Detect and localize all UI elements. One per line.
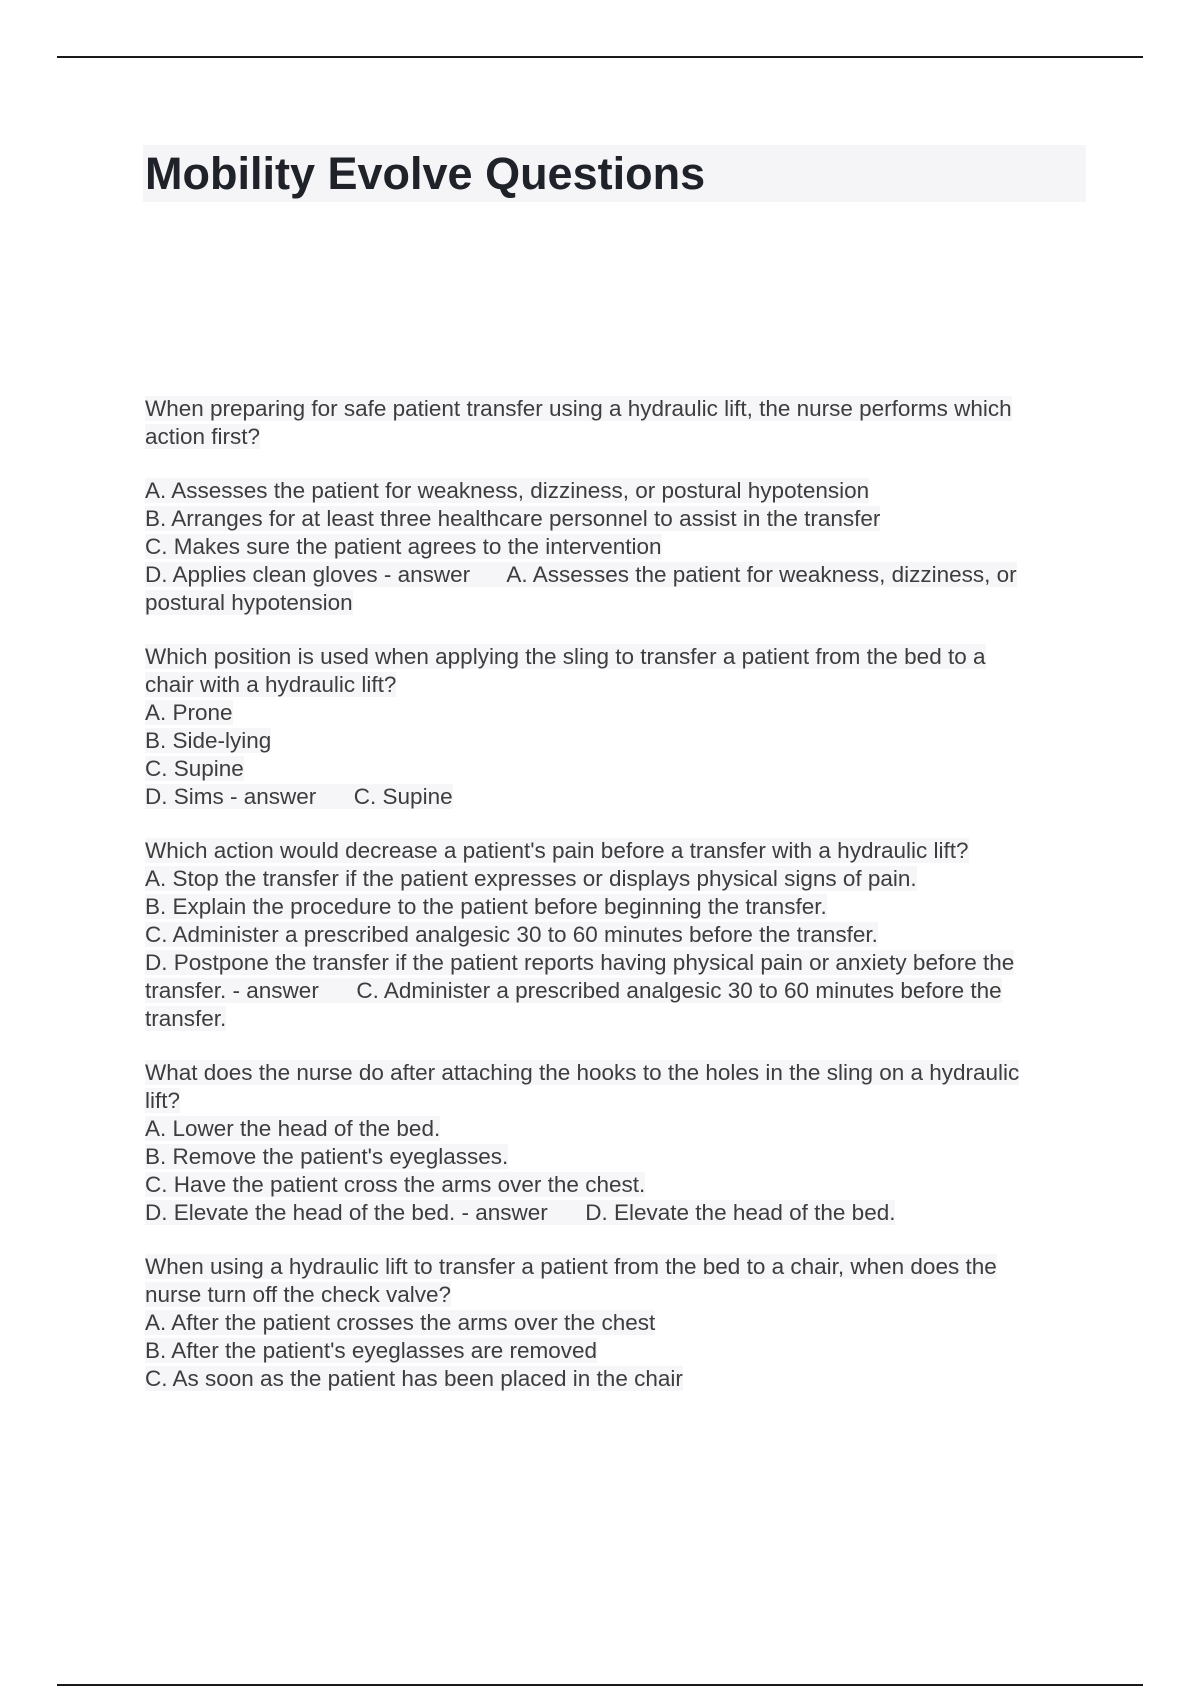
question-text [145, 1059, 1095, 1087]
answer-option [145, 1005, 1095, 1033]
answer-option [145, 1309, 1095, 1337]
answer-option-text: transfer. [145, 1006, 227, 1031]
question-text [145, 643, 1095, 671]
question-text-line: What does the nurse do after attaching the hooks to the holes in the sling on a hydraulic [145, 1060, 1020, 1085]
answer-option [145, 1143, 1095, 1171]
answer-option-text: A. Prone [145, 700, 233, 725]
question-block [145, 837, 1095, 1033]
question-text [145, 671, 1095, 699]
question-text-line: chair with a hydraulic lift? [145, 672, 397, 697]
answer-option-text: B. After the patient's eyeglasses are removed [145, 1338, 598, 1363]
answer-option-text: C. As soon as the patient has been placed in the chair [145, 1366, 683, 1391]
answer-option [145, 533, 1095, 561]
answer-option-text: C. Administer a prescribed analgesic 30 to 60 minutes before the transfer. [145, 922, 878, 947]
answer-option [145, 949, 1095, 977]
question-text [145, 837, 1095, 865]
answer-option [145, 755, 1095, 783]
answer-option [145, 699, 1095, 727]
answer-option-text: postural hypotension [145, 590, 353, 615]
answer-option [145, 505, 1095, 533]
answer-option-text: D. Applies clean gloves - answer A. Assesses the patient for weakness, dizziness, or [145, 562, 1017, 587]
question-text [145, 1253, 1095, 1281]
answer-option [145, 1365, 1095, 1393]
question-text-line: nurse turn off the check valve? [145, 1282, 452, 1307]
answer-option [145, 893, 1095, 921]
answer-option-text: B. Side-lying [145, 728, 272, 753]
question-list [145, 395, 1095, 1419]
bottom-rule [57, 1684, 1143, 1686]
answer-option-text: A. Stop the transfer if the patient expresses or displays physical signs of pain. [145, 866, 917, 891]
question-text [145, 1281, 1095, 1309]
answer-option-text: A. Assesses the patient for weakness, dizziness, or postural hypotension [145, 478, 870, 503]
question-text-line: action first? [145, 424, 261, 449]
answer-option [145, 1337, 1095, 1365]
answer-option-text: A. After the patient crosses the arms over the chest [145, 1310, 656, 1335]
answer-option-text: C. Makes sure the patient agrees to the intervention [145, 534, 662, 559]
answer-option [145, 865, 1095, 893]
answer-option [145, 921, 1095, 949]
question-block [145, 1059, 1095, 1227]
answer-option [145, 477, 1095, 505]
answer-option-text: B. Arranges for at least three healthcare personnel to assist in the transfer [145, 506, 881, 531]
question-text [145, 1087, 1095, 1115]
question-text-line: When preparing for safe patient transfer using a hydraulic lift, the nurse performs which [145, 396, 1012, 421]
question-text [145, 423, 1095, 451]
question-text [145, 395, 1095, 423]
answer-option-text: C. Supine [145, 756, 244, 781]
answer-option-text: D. Postpone the transfer if the patient reports having physical pain or anxiety before the [145, 950, 1015, 975]
answer-option [145, 727, 1095, 755]
answer-option [145, 977, 1095, 1005]
page-title: Mobility Evolve Questions [145, 148, 706, 199]
answer-option-text: B. Explain the procedure to the patient before beginning the transfer. [145, 894, 827, 919]
answer-option [145, 1115, 1095, 1143]
question-text-line: When using a hydraulic lift to transfer a patient from the bed to a chair, when does the [145, 1254, 997, 1279]
spacer [145, 451, 1095, 477]
question-text-line: Which position is used when applying the sling to transfer a patient from the bed to a [145, 644, 986, 669]
question-block [145, 1253, 1095, 1393]
answer-option-text: D. Sims - answer C. Supine [145, 784, 453, 809]
question-text-line: lift? [145, 1088, 181, 1113]
question-text-line: Which action would decrease a patient's pain before a transfer with a hydraulic lift? [145, 838, 969, 863]
answer-option-text: A. Lower the head of the bed. [145, 1116, 441, 1141]
answer-option [145, 589, 1095, 617]
question-block [145, 395, 1095, 617]
answer-option [145, 1199, 1095, 1227]
answer-option [145, 783, 1095, 811]
answer-option-text: transfer. - answer C. Administer a prescribed analgesic 30 to 60 minutes before the [145, 978, 1002, 1003]
answer-option [145, 561, 1095, 589]
answer-option-text: B. Remove the patient's eyeglasses. [145, 1144, 509, 1169]
answer-option [145, 1171, 1095, 1199]
top-rule [57, 56, 1143, 58]
answer-option-text: C. Have the patient cross the arms over the chest. [145, 1172, 646, 1197]
question-block [145, 643, 1095, 811]
answer-option-text: D. Elevate the head of the bed. - answer D. Elevate the head of the bed. [145, 1200, 896, 1225]
